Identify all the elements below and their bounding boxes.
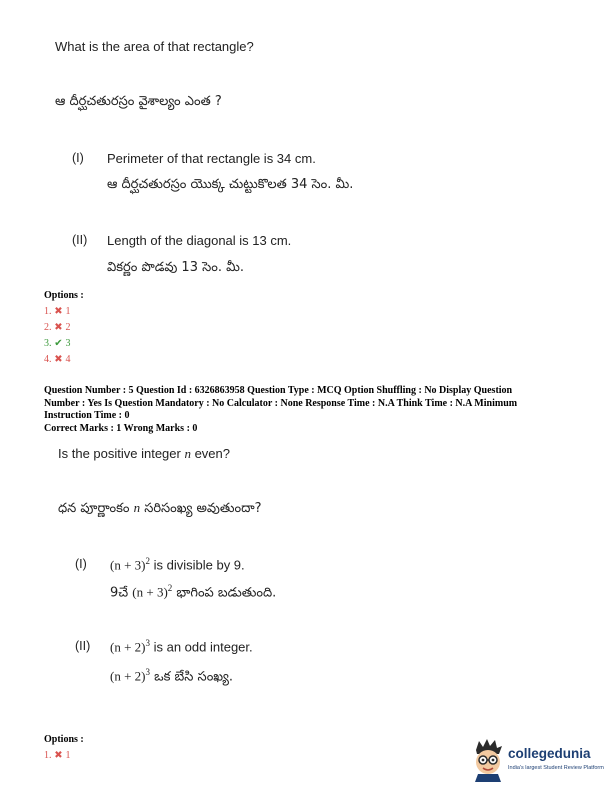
mascot-icon: [470, 738, 506, 782]
option-number: 2.: [44, 322, 52, 333]
question-text-en: Is the positive integer n even?: [58, 446, 231, 461]
statement-te: $(n + 2)^3$ ఒక బేసి సంఖ్య.: [110, 667, 234, 685]
option-value: 3: [65, 338, 71, 349]
statement-label: (I): [72, 151, 84, 165]
option-item-correct: [44, 338, 71, 349]
option-item: [44, 306, 71, 317]
option-value: 4: [65, 354, 71, 365]
question-metadata: [44, 385, 574, 435]
option-value: 1: [65, 750, 71, 761]
option-item: [44, 750, 71, 761]
collegedunia-logo: [470, 738, 605, 782]
option-value: 2: [65, 322, 71, 333]
logo-wordmark: collegedunia: [508, 746, 591, 761]
statement-en: Length of the diagonal is 13 cm.: [107, 233, 292, 248]
options-heading: Options :: [44, 734, 84, 745]
correct-check-icon: ✔: [54, 338, 63, 349]
option-number: 3.: [44, 338, 52, 349]
metadata-line: Question Number : 5 Question Id : 6326863958 Question Type : MCQ Option Shuffling : No Display Question: [44, 385, 513, 396]
option-number: 1.: [44, 750, 52, 761]
wrong-cross-icon: ✖: [54, 306, 63, 317]
statement-te: 9చే $(n + 3)^2$ భాగింప బడుతుంది.: [110, 583, 277, 601]
statement-en: $(n + 2)^3$ is an odd integer.: [110, 638, 253, 655]
option-number: 1.: [44, 306, 52, 317]
question-text-te: ధన పూర్ణాంకం n సరిసంఖ్య అవుతుందా?: [58, 500, 262, 516]
statement-en: Perimeter of that rectangle is 34 cm.: [107, 151, 316, 166]
logo-tagline: India's largest Student Review Platform: [508, 765, 604, 771]
wrong-cross-icon: ✖: [54, 322, 63, 333]
statement-te: వికర్ణం పొడవు 13 సెం. మీ.: [107, 260, 244, 275]
option-value: 1: [65, 306, 71, 317]
metadata-line: Number : Yes Is Question Mandatory : No Calculator : None Response Time : N.A Think Time : N.A Minimum: [44, 397, 518, 409]
question-text-te: ఆ దీర్ఘచతురస్రం వైశాల్యం ఎంత ?: [55, 94, 222, 109]
statement-te: ఆ దీర్ఘచతురస్రం యొక్క చుట్టుకొలత 34 సెం. మీ.: [107, 177, 354, 192]
options-heading: Options :: [44, 290, 84, 301]
option-item: [44, 322, 71, 333]
question-text-en: What is the area of that rectangle?: [55, 39, 254, 54]
wrong-cross-icon: ✖: [54, 750, 63, 761]
option-number: 4.: [44, 354, 52, 365]
marks-line: Correct Marks : 1 Wrong Marks : 0: [44, 422, 198, 434]
statement-en: $(n + 3)^2$ is divisible by 9.: [110, 556, 245, 573]
option-item: [44, 354, 71, 365]
wrong-cross-icon: ✖: [54, 354, 63, 365]
statement-label: (II): [72, 233, 88, 247]
metadata-line: Instruction Time : 0: [44, 410, 130, 421]
statement-label: (II): [75, 639, 91, 653]
statement-label: (I): [75, 557, 87, 571]
